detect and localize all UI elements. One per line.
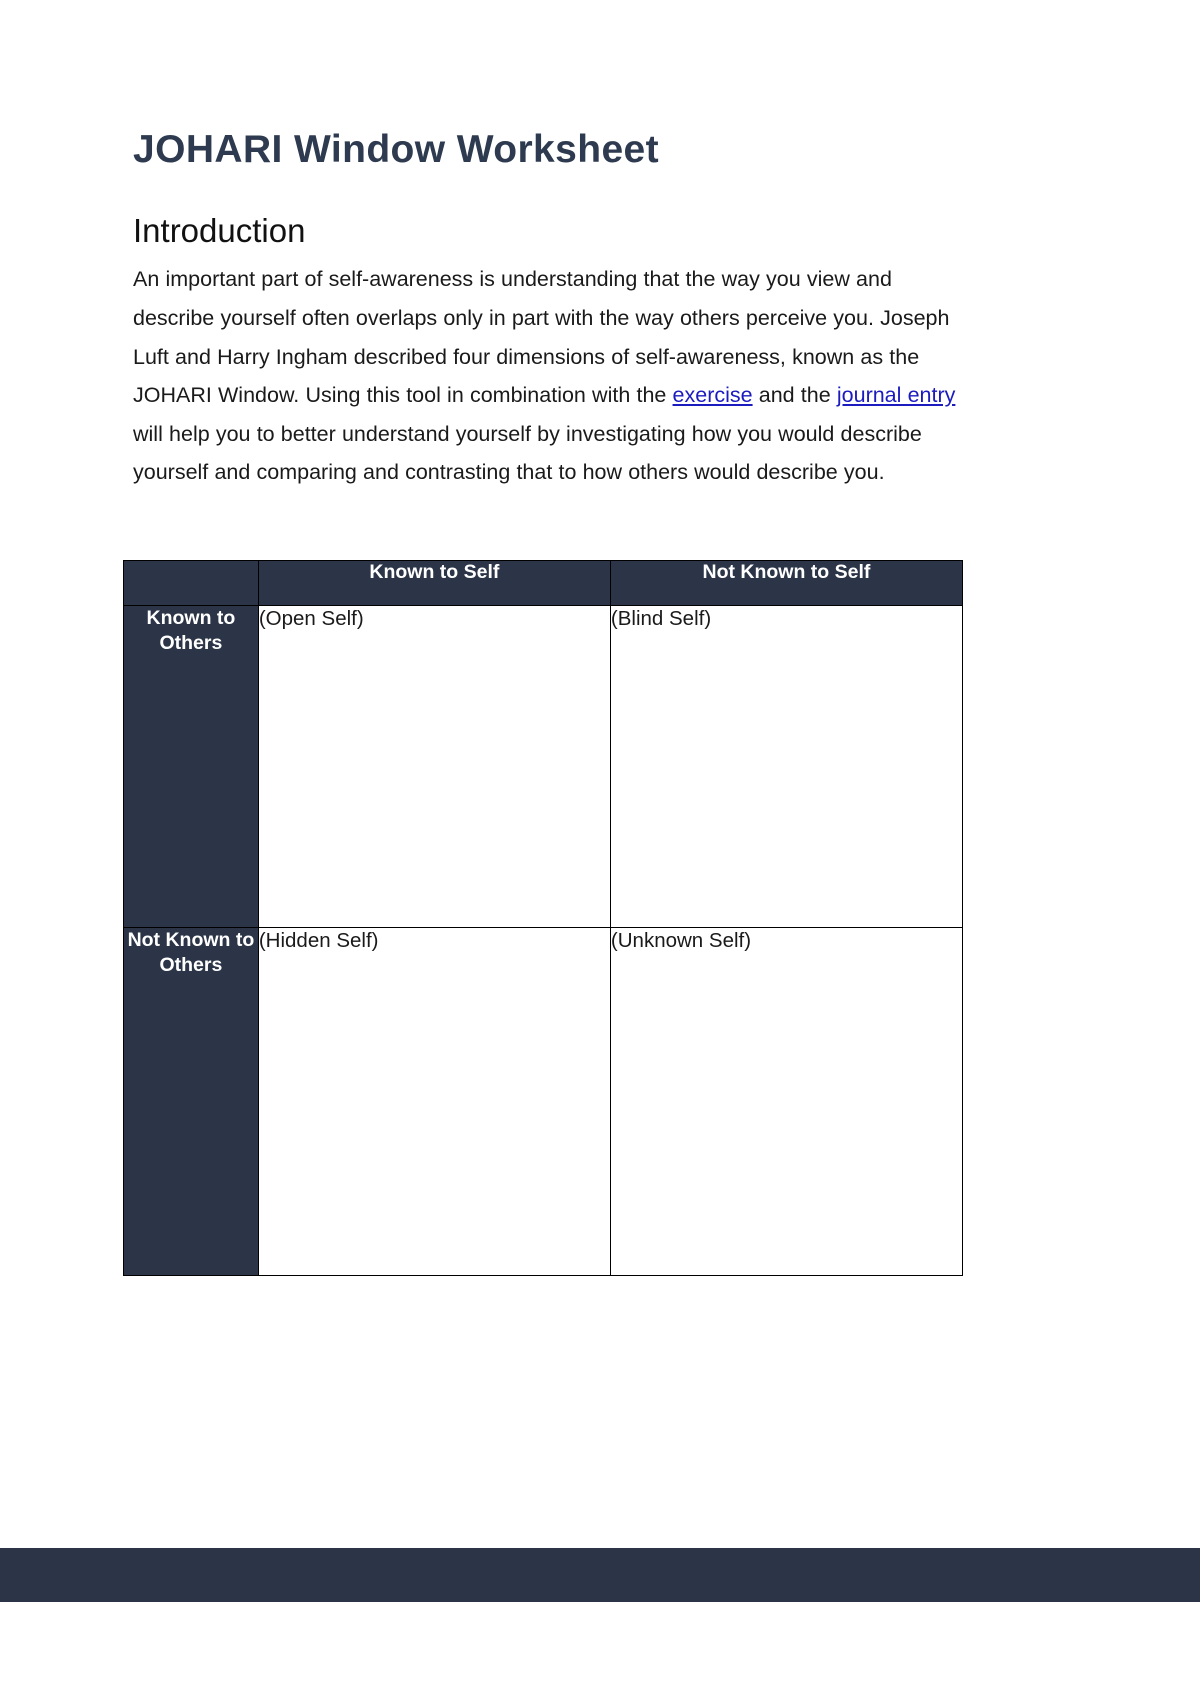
quadrant-hidden-self[interactable]: (Hidden Self)	[258, 928, 610, 1276]
quadrant-blind-self[interactable]: (Blind Self)	[610, 606, 962, 928]
introduction-paragraph	[133, 260, 963, 492]
paragraph-text-part-1: An important part of self-awareness is understanding that the way you view and describe yourself often overlaps only in part with the way others perceive you. Joseph Luft and Harry Ingham described four dimensions of self-awareness, known as the JOHARI Window. Using this tool in combination with the	[133, 267, 950, 408]
table-header-row	[124, 561, 963, 606]
journal-entry-link[interactable]: journal entry	[836, 383, 956, 408]
exercise-link[interactable]: exercise	[672, 383, 753, 408]
table-row	[124, 606, 963, 928]
quadrant-unknown-self[interactable]: (Unknown Self)	[610, 928, 962, 1276]
section-heading-introduction: Introduction	[133, 211, 306, 249]
paragraph-text-part-3: will help you to better understand yourself by investigating how you would describe yourself and comparing and contrasting that to how others would describe you.	[133, 421, 922, 485]
johari-window-table	[123, 560, 963, 1276]
column-header-known-to-self: Known to Self	[258, 561, 610, 606]
paragraph-text-part-2: and the	[752, 383, 837, 408]
row-header-known-to-others: Known to Others	[124, 606, 259, 928]
title-spacer	[133, 173, 963, 211]
column-header-not-known-to-self: Not Known to Self	[610, 561, 962, 606]
footer-bar	[0, 1548, 1200, 1602]
row-header-not-known-to-others: Not Known to Others	[124, 928, 259, 1276]
document-content	[133, 0, 963, 492]
table-corner-cell	[124, 561, 259, 606]
page-title: JOHARI Window Worksheet	[133, 128, 660, 171]
table-row	[124, 928, 963, 1276]
quadrant-open-self[interactable]: (Open Self)	[258, 606, 610, 928]
